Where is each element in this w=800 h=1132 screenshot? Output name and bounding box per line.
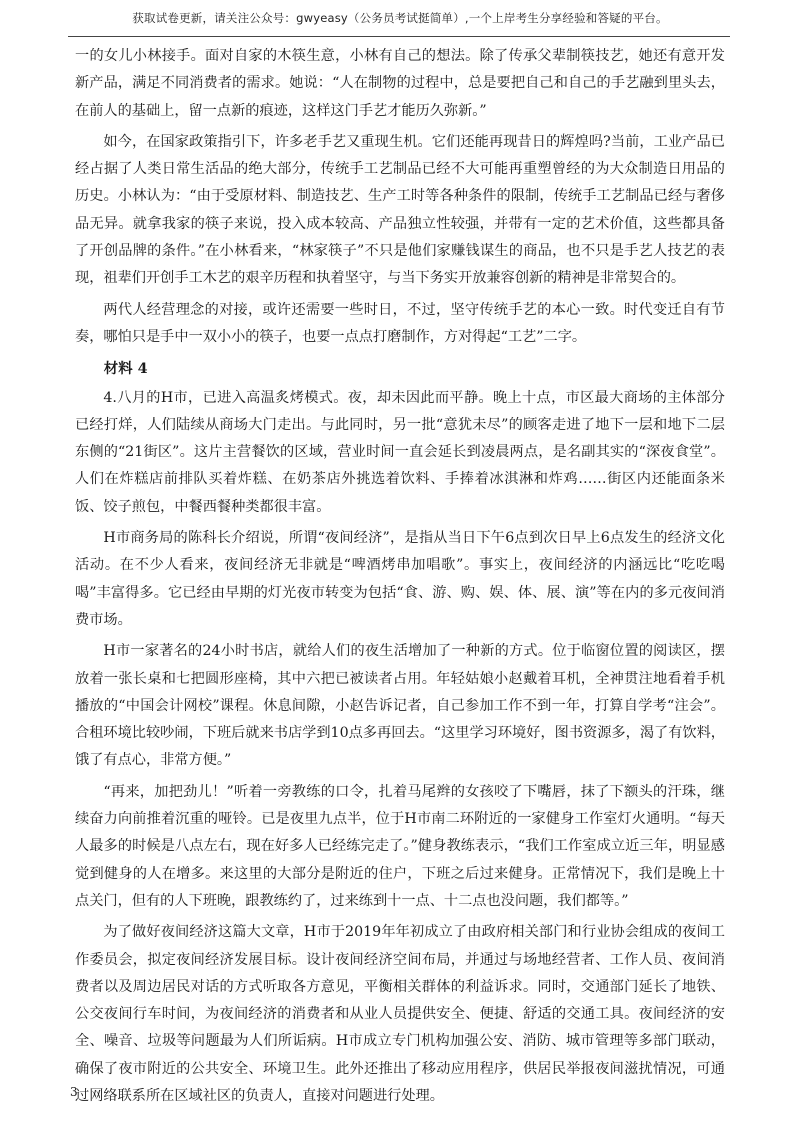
paragraph: 4.八月的H市，已进入高温炙烤模式。夜，却未因此而平静。晚上十点，市区最大商场的主体部分已经打烊，人们陆续从商场大门走出。与此同时，另一批“意犹未尽”的顾客走进了地下一层和地下二层东侧的“21街区”。这片主营餐饮的区域，营业时间一直会延长到凌晨两点，是名副其实的“深夜食堂”。人们在炸糕店前排队买着炸糕、在奶茶店外挑选着饮料、手捧着冰淇淋和炸鸡……街区内还能面条米饭、饺子煎包，中餐西餐种类都很丰富。 bbox=[75, 389, 725, 515]
section-title: 材料 4 bbox=[103, 360, 148, 378]
paragraph: 如今，在国家政策指引下，许多老手艺又重现生机。它们还能再现昔日的辉煌吗?当前，工业产品已经占据了人类日常生活品的绝大部分，传统手工艺制品已经不大可能再重塑曾经的为大众制造日用品的历史。小林认为：“由于受原材料、制造技艺、生产工时等各种条件的限制，传统手工艺制品已经与奢侈品无异。就拿我家的筷子来说，投入成本较高、产品独立性较强，并带有一定的艺术价值，这些都具备了开创品牌的条件。”在小林看来，“林家筷子”不只是他们家赚钱谋生的商品，也不只是手艺人技艺的表现，祖辈们开创手工木艺的艰辛历程和执着坚守，与当下务实开放兼容创新的精神是非常契合的。 bbox=[75, 133, 725, 287]
page-number: 3 bbox=[70, 1085, 78, 1099]
paragraph: 为了做好夜间经济这篇大文章，H市于2019年年初成立了由政府相关部门和行业协会组成的夜间工作委员会，拟定夜间经济发展目标。设计夜间经济空间布局，并通过与场地经营者、工作人员、夜间消费者以及周边居民对话的方式听取各方意见，平衡相关群体的利益诉求。同时，交通部门延长了地铁、公交夜间行车时间，为夜间经济的消费者和从业人员提供安全、便捷、舒适的交通工具。夜间经济的安全、噪音、垃圾等问题最为人们所诟病。H市成立专门机构加强公安、消防、城市管理等多部门联动，确保了夜市附近的公共安全、环境卫生。此外还推出了移动应用程序，供居民举报夜间滋扰情况，可通过网络联系所在区域社区的负责人，直接对问题进行处理。 bbox=[75, 924, 725, 1104]
paragraph: H市一家著名的24小时书店，就给人们的夜生活增加了一种新的方式。位于临窗位置的阅读区，摆放着一张长桌和七把圆形座椅，其中六把已被读者占用。年轻姑娘小赵戴着耳机，全神贯注地看着手机播放的“中国会计网校”课程。休息间隙，小赵告诉记者，自己参加工作不到一年，打算自学考“注会”。合租环境比较吵闹，下班后就来书店学到10点多再回去。“这里学习环境好，图书资源多，渴了有饮料，饿了有点心，非常方便。” bbox=[75, 643, 725, 769]
paragraph: “再来，加把劲儿！”听着一旁教练的口令，扎着马尾辫的女孩咬了下嘴唇，抹了下额头的汗珠，继续奋力向前推着沉重的哑铃。已是夜里九点半，位于H市南二环附近的一家健身工作室灯火通明。“每天人最多的时候是八点左右，现在好多人已经练完走了。”健身教练表示，“我们工作室成立近三年，明显感觉到健身的人在增多。来这里的大部分是附近的住户，下班之后过来健身。正常情况下，我们是晚上十点关门，但有的人下班晚，跟教练约了，过来练到十一点、十二点也没问题，我们都等。” bbox=[75, 783, 725, 909]
document-body bbox=[75, 43, 725, 1114]
paragraph: 两代人经营理念的对接，或许还需要一些时日，不过，坚守传统手艺的本心一致。时代变迁自有节奏，哪怕只是手中一双小小的筷子，也要一点点打磨制作，方对得起“工艺”二字。 bbox=[75, 301, 725, 345]
paragraph: H市商务局的陈科长介绍说，所谓“夜间经济”，是指从当日下午6点到次日早上6点发生的经济文化活动。在不少人看来，夜间经济无非就是“啤酒烤串加唱歌”。事实上，夜间经济的内涵远比“吃吃喝喝”丰富得多。它已经由早期的灯光夜市转变为包括“食、游、购、娱、体、展、演”等在内的多元夜间消费市场。 bbox=[75, 530, 725, 628]
page-header: 获取试卷更新，请关注公众号：gwyeasy（公务员考试挺简单）,一个上岸考生分享经验和答疑的平台。 bbox=[132, 11, 668, 25]
paragraph: 一的女儿小林接手。面对自家的木筷生意，小林有自己的想法。除了传承父辈制筷技艺，她还有意开发新产品，满足不同消费者的需求。她说：“人在制物的过程中，总是要把自己和自己的手艺融到里头去，在前人的基础上，留一点新的痕迹，这样这门手艺才能历久弥新。” bbox=[75, 48, 725, 119]
header-rule bbox=[68, 36, 730, 37]
